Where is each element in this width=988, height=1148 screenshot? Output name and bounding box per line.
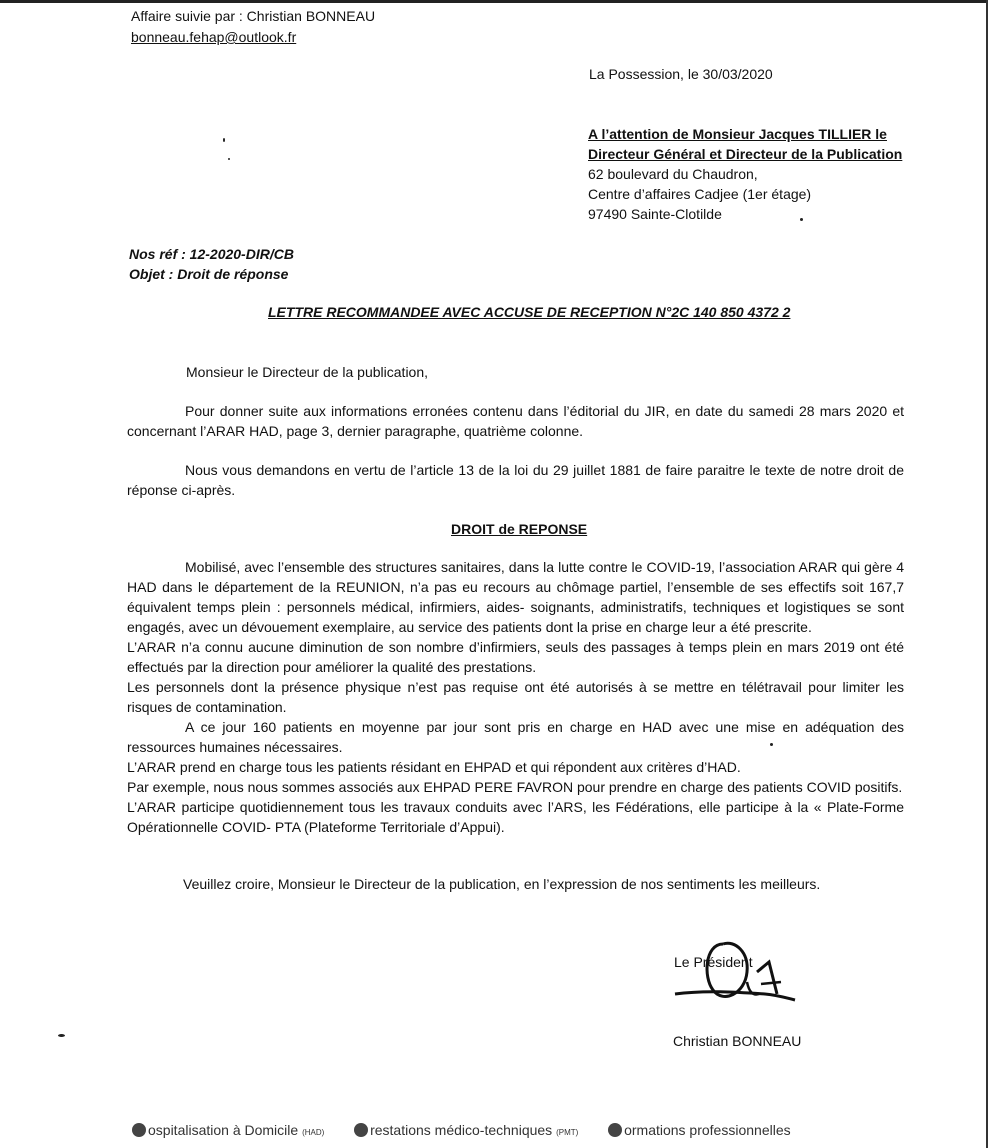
reply-paragraph: Par exemple, nous nous sommes associés aux EHPAD PERE FAVRON pour prendre en charge des patients COVID positifs. [127,779,903,795]
reply-paragraph: Mobilisé, avec l’ensemble des structures sanitaires, dans la lutte contre le COVID-19, l’association ARAR qui gère 4 HAD dans le département de la REUNION, n’a pas eu recours au chômage partiel, l’ensemble de ses effectifs soit 167,7 équivalent temps plein : personnels médical, infirmiers, aides- soignants, administratifs, techniques et logistiques se sont engagés, avec un dévouement exemplaire, au service des patients dont la prise en charge leur a été prescrite. [127,559,904,635]
reply-heading: DROIT de REPONSE [451,521,588,537]
reference: Nos réf : 12-2020-DIR/CB [129,246,294,262]
footer-item-home-care: ospitalisation à Domicile [148,1122,299,1138]
scan-speck [228,158,230,160]
scan-speck [800,218,803,221]
reply-paragraph: A ce jour 160 patients en moyenne par jour sont pris en charge en HAD avec une mise en adéquation des ressources humaines nécessaires. [127,719,904,755]
intro-paragraph-1-text: Pour donner suite aux informations erronées contenu dans l’éditorial du JIR, en date du samedi 28 mars 2020 et concernant l’ARAR HAD, page 3, dernier paragraphe, quatrième colonne. [127,403,904,439]
recipient-address-line2: Centre d’affaires Cadjee (1er étage) [588,186,812,202]
signature-name: Christian BONNEAU [673,1033,802,1049]
footer-bullet-icon [354,1123,368,1137]
scan-top-border [0,0,988,3]
signature-title: Le Président [674,954,753,970]
registered-letter-line: LETTRE RECOMMANDEE AVEC ACCUSE DE RECEPTION N°2C 140 850 4372 2 [268,304,791,320]
footer-item-services-abbr: (PMT) [556,1128,579,1137]
recipient-address-line3: 97490 Sainte-Clotilde [588,206,722,222]
footer-item-services: restations médico-techniques [370,1122,553,1138]
footer [132,1120,791,1143]
reply-body [127,557,904,837]
footer-bullet-icon [608,1123,622,1137]
salutation: Monsieur le Directeur de la publication, [186,364,429,380]
intro-paragraph-2-text: Nous vous demandons en vertu de l’article 13 de la loi du 29 juillet 1881 de faire paraitre le texte de notre droit de réponse ci-après. [127,462,904,498]
recipient-address-line1: 62 boulevard du Chaudron, [588,166,758,182]
reply-paragraph: L’ARAR n’a connu aucune diminution de son nombre d’infirmiers, seuls des passages à temps plein en mars 2019 ont été effectués par la direction pour améliorer la qualité des prestations. [127,639,904,675]
handwritten-signature [665,932,805,1032]
reply-paragraph: L’ARAR participe quotidiennement tous les travaux conduits avec l’ARS, les Fédérations, elle participe à la « Plate-Forme Opérationnelle COVID- PTA (Plateforme Territoriale d’Appui). [127,799,904,835]
sender-followed-by: Affaire suivie par : Christian BONNEAU [131,8,376,24]
reply-paragraph: L’ARAR prend en charge tous les patients résidant en EHPAD et qui répondent aux critères d’HAD. [127,759,741,775]
footer-item-training: ormations professionnelles [624,1122,791,1138]
footer-item-home-care-abbr: (HAD) [302,1128,325,1137]
reply-paragraph: Les personnels dont la présence physique n’est pas requise ont été autorisés à se mettre en télétravail pour limiter les risques de contamination. [127,679,904,715]
intro-paragraph-1 [127,401,904,441]
intro-paragraph-2 [127,460,904,500]
scan-speck [223,138,225,142]
subject: Objet : Droit de réponse [129,266,289,282]
sender-email[interactable]: bonneau.fehap@outlook.fr [131,29,297,45]
scan-speck [770,743,773,746]
scan-speck [58,1034,65,1037]
recipient-attention-line1: A l’attention de Monsieur Jacques TILLIER le [588,126,887,142]
closing: Veuillez croire, Monsieur le Directeur de la publication, en l’expression de nos sentiments les meilleurs. [183,876,821,892]
footer-bullet-icon [132,1123,146,1137]
place-date: La Possession, le 30/03/2020 [589,66,773,82]
recipient-attention-line2: Directeur Général et Directeur de la Publication [588,146,903,162]
